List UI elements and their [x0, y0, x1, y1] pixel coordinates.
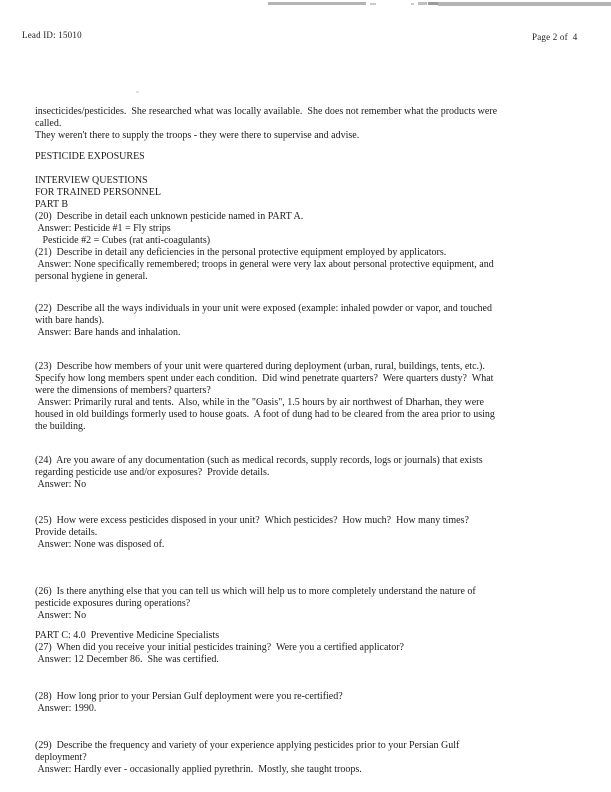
text-line: Answer: Primarily rural and tents. Also, while in the "Oasis", 1.5 hours by air northwest of Dharhan, they were — [35, 397, 484, 408]
text-line: Provide details. — [35, 527, 98, 538]
page-number-label: Page 2 of 4 — [532, 32, 578, 42]
text-block — [35, 151, 585, 163]
text-line: personal hygiene in general. — [35, 271, 148, 282]
text-line: PESTICIDE EXPOSURES — [35, 151, 145, 162]
text-line: (24) Are you aware of any documentation (such as medical records, supply records, logs or journals) that exists — [35, 455, 483, 466]
text-line: (20) Describe in detail each unknown pesticide named in PART A. — [35, 211, 304, 222]
text-block — [35, 586, 585, 622]
text-line: insecticides/pesticides. She researched what was locally available. She does not remember what the products were — [35, 106, 498, 117]
scan-artifact-dot — [411, 3, 414, 5]
text-block — [35, 455, 585, 491]
text-line: Answer: No — [35, 479, 87, 490]
text-line: Answer: None was disposed of. — [35, 539, 165, 550]
text-line: They weren't there to supply the troops - they were there to supervise and advise. — [35, 130, 360, 141]
text-block — [35, 691, 585, 715]
text-line: (26) Is there anything else that you can tell us which will help us to more completely understand the nature of — [35, 586, 476, 597]
scan-artifact-line — [268, 2, 366, 5]
text-line: (21) Describe in detail any deficiencies in the personal protective equipment employed by applicators. — [35, 247, 447, 258]
text-line: Specify how long members spent under each condition. Did wind penetrate quarters? Were quarters dusty? What — [35, 373, 494, 384]
text-line: PART B — [35, 199, 69, 210]
text-line: with bare hands). — [35, 315, 105, 326]
text-line: were the dimensions of members? quarters? — [35, 385, 211, 396]
scan-artifact-speck — [136, 91, 139, 93]
text-line: (27) When did you receive your initial pesticides training? Were you a certified applicator? — [35, 642, 404, 653]
text-line: called. — [35, 118, 62, 129]
text-block — [35, 361, 585, 433]
text-line: Answer: 1990. — [35, 703, 97, 714]
text-block — [35, 303, 585, 339]
text-line: pesticide exposures during operations? — [35, 598, 191, 609]
text-block — [35, 740, 585, 776]
text-line: INTERVIEW QUESTIONS — [35, 175, 148, 186]
scan-artifact-line — [438, 2, 611, 6]
text-line: (25) How were excess pesticides disposed in your unit? Which pesticides? How much? How many times? — [35, 515, 469, 526]
text-line: FOR TRAINED PERSONNEL — [35, 187, 161, 198]
text-line: (23) Describe how members of your unit were quartered during deployment (urban, rural, buildings, tents, etc.). — [35, 361, 485, 372]
text-line: Answer: None specifically remembered; troops in general were very lax about personal protective equipment, and — [35, 259, 494, 270]
text-block — [35, 106, 585, 142]
text-line: Answer: Hardly ever - occasionally applied pyrethrin. Mostly, she taught troops. — [35, 764, 362, 775]
text-block — [35, 630, 585, 666]
text-line: Answer: 12 December 86. She was certified. — [35, 654, 219, 665]
document-body — [35, 106, 585, 776]
text-line: Answer: No — [35, 610, 87, 621]
text-line: (28) How long prior to your Persian Gulf deployment were you re-certified? — [35, 691, 343, 702]
text-block — [35, 175, 585, 283]
text-line: deployment? — [35, 752, 87, 763]
text-line: Pesticide #2 = Cubes (rat anti-coagulants) — [35, 235, 211, 246]
text-line: the building. — [35, 421, 86, 432]
text-block — [35, 515, 585, 551]
text-line: Answer: Bare hands and inhalation. — [35, 327, 181, 338]
text-line: Answer: Pesticide #1 = Fly strips — [35, 223, 171, 234]
text-line: (22) Describe all the ways individuals in your unit were exposed (example: inhaled powder or vapor, and touched — [35, 303, 492, 314]
scan-artifact-dot — [370, 3, 376, 5]
scan-artifact-dash — [428, 2, 438, 5]
scan-artifact-dash — [418, 2, 427, 5]
text-line: PART C: 4.0 Preventive Medicine Specialists — [35, 630, 220, 641]
text-line: housed in old buildings formerly used to house goats. A foot of dung had to be cleared from the area prior to using — [35, 409, 495, 420]
lead-id-label: Lead ID: 15010 — [22, 30, 82, 40]
text-line: regarding pesticide use and/or exposures? Provide details. — [35, 467, 270, 478]
text-line: (29) Describe the frequency and variety of your experience applying pesticides prior to your Persian Gulf — [35, 740, 460, 751]
